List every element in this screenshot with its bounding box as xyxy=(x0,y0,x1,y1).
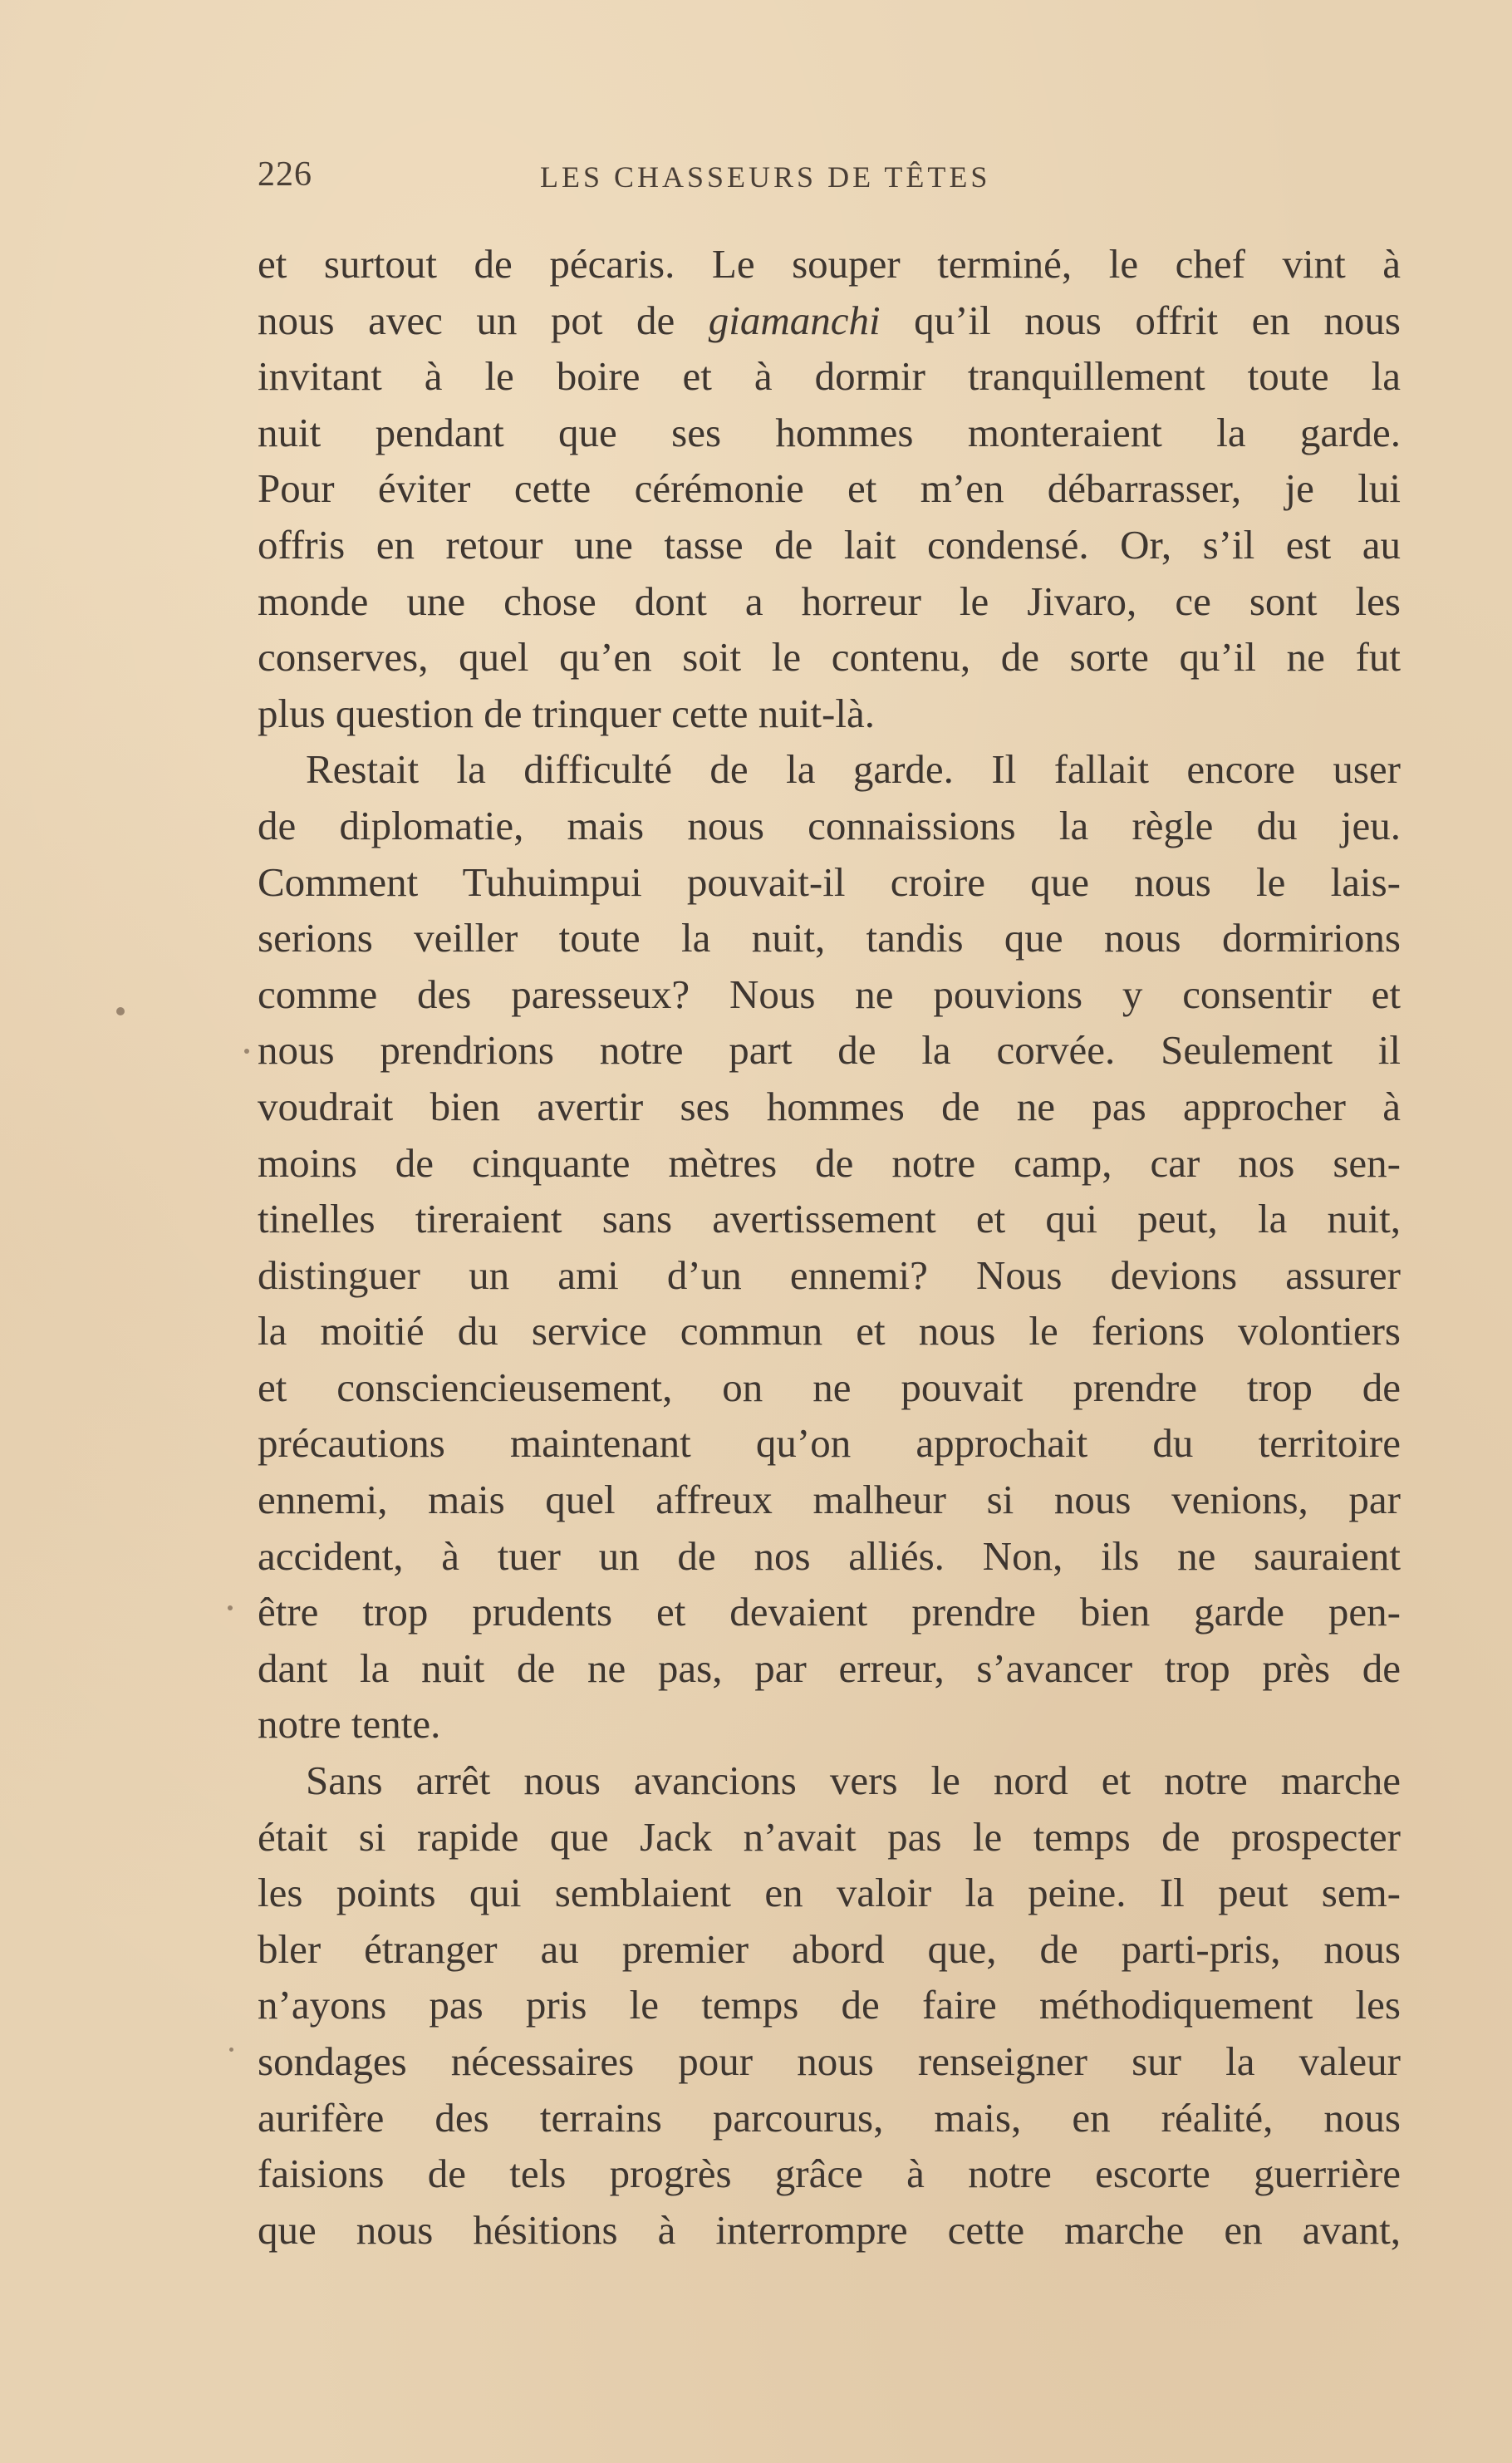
text-line: précautions maintenant qu’on approchait du territoire xyxy=(258,1420,1401,1467)
running-head xyxy=(258,155,1401,201)
text-line: la moitié du service commun et nous le ferions volontiers xyxy=(258,1308,1401,1354)
text-line: monde une chose dont a horreur le Jivaro, ce sont les xyxy=(258,578,1401,624)
text-line: ennemi, mais quel affreux malheur si nous venions, par xyxy=(258,1477,1401,1523)
paragraph-3 xyxy=(258,1753,1401,2258)
paragraph-2 xyxy=(258,741,1401,1753)
text-line: Pour éviter cette cérémonie et m’en débarrasser, je lui xyxy=(258,465,1401,512)
paper-speck xyxy=(228,1605,233,1610)
paper-speck xyxy=(244,1049,249,1054)
running-title: LES CHASSEURS DE TÊTES xyxy=(540,160,991,194)
text-line: moins de cinquante mètres de notre camp, car nos sen- xyxy=(258,1139,1401,1186)
text-line: Comment Tuhuimpui pouvait-il croire que nous le lais- xyxy=(258,858,1401,905)
italic-term: giamanchi xyxy=(708,297,881,343)
body-text xyxy=(258,236,1401,2258)
text-line: tinelles tireraient sans avertissement et qui peut, la nuit, xyxy=(258,1196,1401,1242)
text-line: notre tente. xyxy=(258,1701,441,1748)
text-line: faisions de tels progrès grâce à notre escorte guerrière xyxy=(258,2151,1401,2197)
text-line: et surtout de pécaris. Le souper terminé, le chef vint à xyxy=(258,241,1401,287)
text-line: nous avec un pot de giamanchi qu’il nous offrit en nous xyxy=(258,297,1401,343)
text-line: sondages nécessaires pour nous renseigner sur la valeur xyxy=(258,2038,1401,2084)
text-line: Restait la difficulté de la garde. Il fallait encore user xyxy=(306,746,1401,793)
text-line: de diplomatie, mais nous connaissions la règle du jeu. xyxy=(258,802,1401,848)
paper-speck xyxy=(116,1007,125,1015)
paper-speck xyxy=(229,2048,233,2052)
text-line: dant la nuit de ne pas, par erreur, s’avancer trop près de xyxy=(258,1644,1401,1691)
text-line: nous prendrions notre part de la corvée. Seulement il xyxy=(258,1027,1401,1074)
text-line: que nous hésitions à interrompre cette marche en avant, xyxy=(258,2206,1401,2253)
text-line: invitant à le boire et à dormir tranquillement toute la xyxy=(258,353,1401,400)
text-line: nuit pendant que ses hommes monteraient la garde. xyxy=(258,409,1401,455)
text-line: aurifère des terrains parcourus, mais, en réalité, nous xyxy=(258,2094,1401,2141)
text-line: et consciencieusement, on ne pouvait prendre trop de xyxy=(258,1364,1401,1410)
text-line: était si rapide que Jack n’avait pas le temps de prospecter xyxy=(258,1813,1401,1860)
text-line: bler étranger au premier abord que, de parti-pris, nous xyxy=(258,1925,1401,1972)
text-line: offris en retour une tasse de lait condensé. Or, s’il est au xyxy=(258,521,1401,568)
text-line: comme des paresseux? Nous ne pouvions y consentir et xyxy=(258,971,1401,1017)
text-line: Sans arrêt nous avancions vers le nord et notre marche xyxy=(306,1758,1401,1804)
text-line: plus question de trinquer cette nuit-là. xyxy=(258,690,875,736)
text-line: voudrait bien avertir ses hommes de ne pas approcher à xyxy=(258,1083,1401,1129)
paragraph-1 xyxy=(258,236,1401,741)
text-line: conserves, quel qu’en soit le contenu, de sorte qu’il ne fut xyxy=(258,634,1401,681)
text-line: les points qui semblaient en valoir la peine. Il peut sem- xyxy=(258,1870,1401,1916)
page-number: 226 xyxy=(258,155,312,194)
text-line: être trop prudents et devaient prendre bien garde pen- xyxy=(258,1589,1401,1635)
text-line: distinguer un ami d’un ennemi? Nous devions assurer xyxy=(258,1251,1401,1298)
text-line: n’ayons pas pris le temps de faire méthodiquement les xyxy=(258,1982,1401,2028)
text-line: accident, à tuer un de nos alliés. Non, ils ne sauraient xyxy=(258,1532,1401,1579)
text-line: serions veiller toute la nuit, tandis que nous dormirions xyxy=(258,915,1401,961)
